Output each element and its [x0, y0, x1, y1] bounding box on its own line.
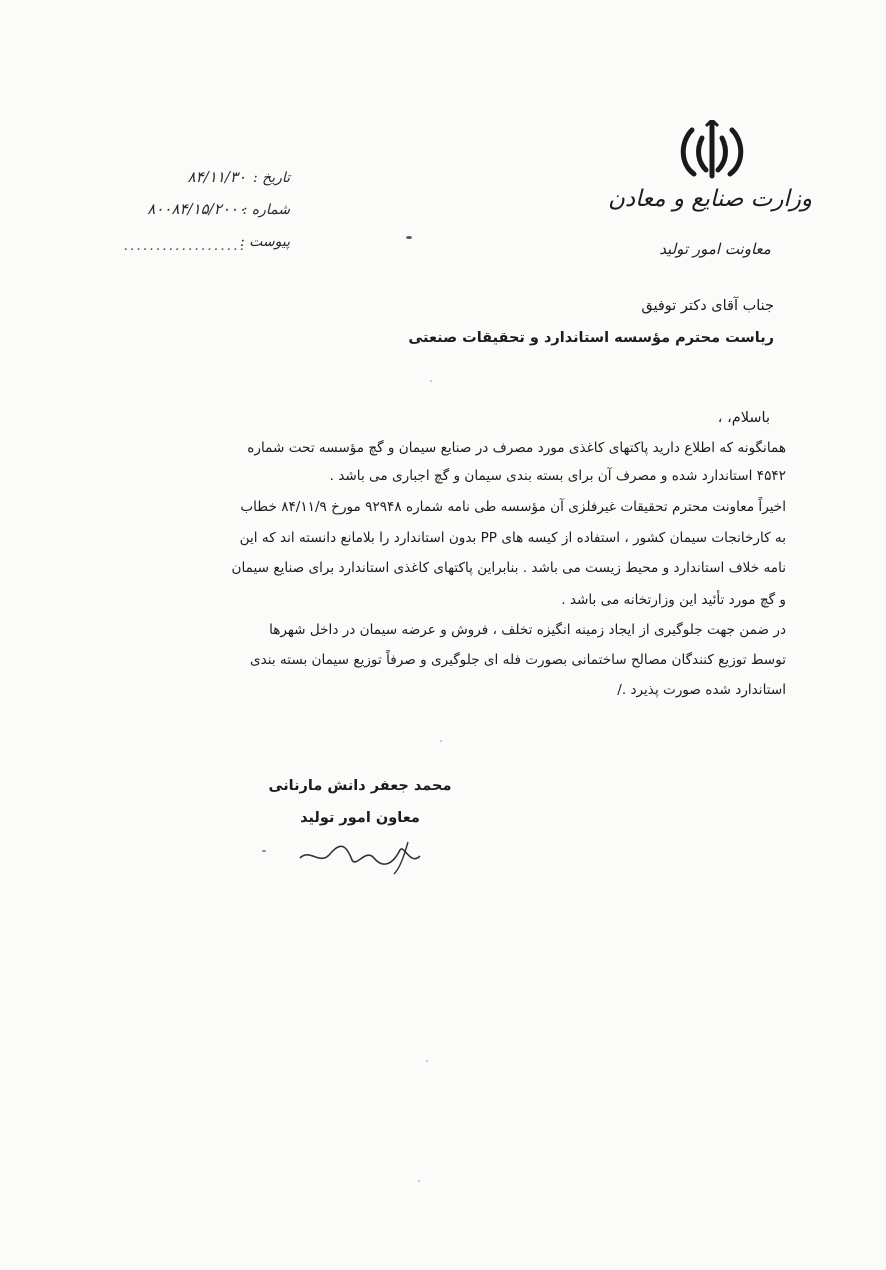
- addressee-line-2: ریاست محترم مؤسسه استاندارد و تحقیقات صنعتی: [408, 330, 774, 346]
- scan-speck: [262, 850, 266, 852]
- number-row: [90, 202, 290, 226]
- scan-speck: [406, 236, 412, 239]
- attachment-value: ...................: [123, 238, 246, 254]
- date-row: [90, 170, 290, 194]
- number-label: شماره :: [242, 202, 290, 218]
- scan-speck: [430, 380, 432, 382]
- greeting: باسلام، ،: [717, 410, 770, 426]
- signatory-name: محمد جعفر دانش مارنانی: [268, 778, 452, 794]
- deputy-office-name: معاونت امور تولید: [659, 240, 771, 258]
- number-value: ۸۰۰۸۴/۱۵/۲۰۰۰: [147, 200, 246, 218]
- scan-speck: [426, 1060, 428, 1062]
- body-line: در ضمن جهت جلوگیری از ایجاد زمینه انگیزه تخلف ، فروش و عرضه سیمان در داخل شهرها: [269, 622, 786, 638]
- signatory-title: معاون امور تولید: [300, 810, 420, 826]
- body-line: توسط توزیع کنندگان مصالح ساختمانی بصورت فله ای جلوگیری و صرفاً توزیع سیمان بسته بندی: [249, 652, 786, 668]
- body-line: به کارخانجات سیمان کشور ، استفاده از کیسه های PP بدون استاندارد را بلامانع دانسته اند که این: [239, 530, 786, 546]
- attachment-row: [90, 234, 290, 258]
- body-line: و گچ مورد تأئید این وزارتخانه می باشد .: [561, 592, 786, 608]
- scan-speck: [418, 1180, 420, 1182]
- attachment-label: پیوست :: [240, 234, 290, 250]
- body-line: همانگونه که اطلاع دارید پاکتهای کاغذی مورد مصرف در صنایع سیمان و گچ مؤسسه تحت شماره: [247, 440, 786, 456]
- iran-emblem-icon: [676, 120, 748, 182]
- date-label: تاریخ :: [252, 170, 290, 186]
- body-line: استاندارد شده صورت پذیرد ./: [617, 682, 786, 698]
- body-line: نامه خلاف استاندارد و محیط زیست می باشد . بنابراین پاکتهای کاغذی استاندارد برای صنایع سیمان: [231, 560, 786, 576]
- body-line: اخیراً معاونت محترم تحقیقات غیرفلزی آن مؤسسه طی نامه شماره ۹۲۹۴۸ مورخ ۸۴/۱۱/۹ خطاب: [240, 499, 786, 515]
- scan-speck: [440, 740, 442, 742]
- ministry-name: وزارت صنایع و معادن: [607, 186, 813, 212]
- date-value: ۸۴/۱۱/۳۰: [187, 168, 246, 186]
- handwritten-signature: [296, 836, 426, 876]
- addressee-line-1: جناب آقای دکتر توفیق: [641, 298, 774, 314]
- body-line: ۴۵۴۲ استاندارد شده و مصرف آن برای بسته بندی سیمان و گچ اجباری می باشد .: [329, 468, 786, 484]
